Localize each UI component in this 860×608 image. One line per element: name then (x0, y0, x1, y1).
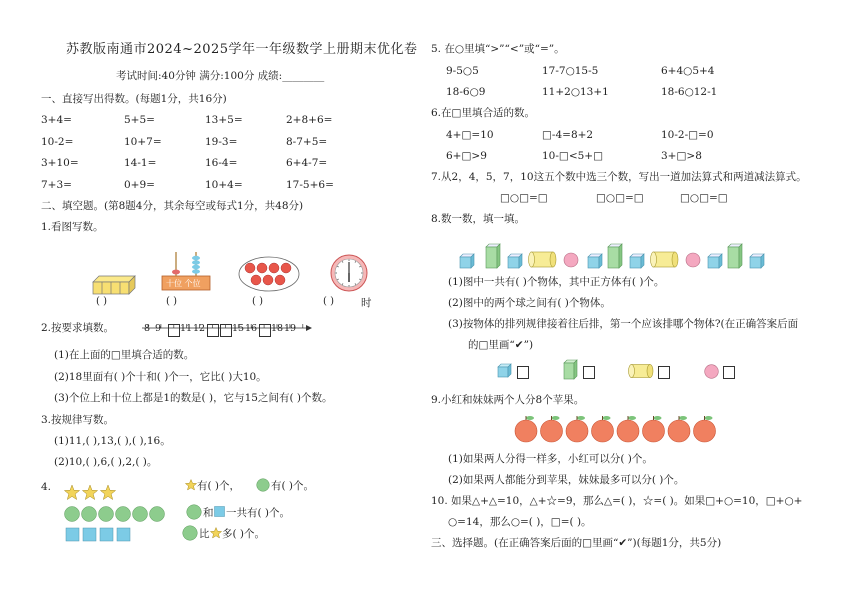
number-label: 9 (155, 323, 162, 334)
compare-item: 18-6○9 (446, 86, 486, 98)
star-icon (210, 527, 222, 539)
q1-blank-1[interactable]: ( ) (96, 296, 107, 307)
calc-item: 10+4= (205, 179, 243, 191)
q2-1: (1)在上面的□里填合适的数。 (54, 349, 195, 361)
cube-icon (630, 254, 644, 268)
cube-option-icon (498, 364, 512, 378)
fill-item: 6+□>9 (446, 150, 487, 162)
object-row-figure (460, 238, 772, 270)
number-label: 15 (232, 323, 245, 334)
green-circle-row (64, 505, 168, 523)
number-blank-box[interactable] (259, 324, 271, 337)
apple-plate-figure (238, 256, 300, 292)
answer-checkbox[interactable] (658, 366, 670, 379)
star-icon (64, 485, 79, 500)
q4-c-than: 比 (199, 528, 210, 540)
green-circle-icon (99, 507, 114, 522)
calc-item: 3+10= (41, 157, 79, 169)
q8-2: (2)图中的两个球之间有( )个物体。 (448, 297, 611, 309)
compare-item: 6+4○5+4 (661, 65, 715, 77)
q1-blank-2[interactable]: ( ) (166, 296, 177, 307)
q2-2: (2)18里面有( )个十和( )个一，它比( )大10。 (54, 371, 267, 383)
green-circle-icon (116, 507, 131, 522)
apple-icon (269, 263, 279, 273)
q9-1: (1)如果两人分得一样多，小红可以分( )个。 (448, 453, 653, 465)
number-blank-box[interactable] (220, 324, 232, 337)
blue-square-icon (117, 528, 130, 541)
q9-label: 9.小红和妹妹两个人分8个苹果。 (431, 394, 585, 406)
fill-item: □-4=8+2 (542, 129, 594, 141)
apple-icon (668, 416, 690, 442)
q8-1: (1)图中一共有( )个物体，其中正方体有( )个。 (448, 276, 665, 288)
answer-checkbox[interactable] (723, 366, 735, 379)
q7-label: 7.从2，4，5，7，10这五个数中选三个数，写出一道加法算式和两道减法算式。 (431, 171, 807, 183)
number-label: 18 (271, 323, 284, 334)
blue-square-row (64, 527, 134, 543)
section-2-heading: 二、填空题。(第8题4分，其余每空或每式1分，共48分) (41, 200, 304, 212)
green-circle-icon (182, 525, 198, 541)
calc-item: 2+8+6= (286, 114, 333, 126)
star-row (64, 484, 120, 502)
apple-icon (566, 416, 588, 442)
number-label: 8 (144, 323, 151, 334)
q10-line-2: ○=14，那么○=( )，□=( )。 (448, 516, 592, 528)
cube-stack-figure (93, 276, 139, 296)
cylinder-option-icon (628, 364, 654, 378)
fill-item: 3+□>8 (661, 150, 702, 162)
calc-item: 14-1= (124, 157, 157, 169)
green-circle-icon (65, 507, 80, 522)
exam-info: 考试时间:40分钟 满分:100分 成绩:________ (116, 70, 325, 82)
green-circle-icon (150, 507, 165, 522)
q8-3: (3)按物体的排列规律接着往后排，第一个应该排哪个物体?(在正确答案后面 (448, 318, 799, 330)
cylinder-icon (529, 252, 557, 267)
apple-icon (275, 275, 285, 285)
answer-checkbox[interactable] (517, 366, 529, 379)
apple-icon (515, 416, 537, 442)
green-circle-icon (256, 478, 270, 492)
green-circle-icon (82, 507, 97, 522)
calc-item: 5+5= (124, 114, 155, 126)
cuboid-icon (728, 244, 742, 268)
cube-icon (750, 254, 764, 268)
equation-form[interactable]: □○□=□ (596, 192, 644, 204)
cylinder-icon (651, 252, 679, 267)
equation-form[interactable]: □○□=□ (680, 192, 728, 204)
apple-icon (643, 416, 665, 442)
calc-item: 10+7= (124, 136, 162, 148)
page-title: 苏教版南通市2024~2025学年一年级数学上册期末优化卷 (66, 42, 418, 57)
q4-b-and: 和 (203, 507, 214, 519)
calc-item: 17-5+6= (286, 179, 334, 191)
apple-icon (251, 275, 261, 285)
fill-item: 10-2-□=0 (661, 129, 714, 141)
star-icon (185, 479, 197, 491)
fill-item: 10-□<5+□ (542, 150, 604, 162)
apple-icon (617, 416, 639, 442)
green-circle-icon (186, 504, 202, 520)
section-3-heading: 三、选择题。(在正确答案后面的□里画“✔”)(每题1分，共5分) (431, 537, 722, 549)
cube-icon (508, 254, 522, 268)
apple-icon (281, 263, 291, 273)
star-icon (82, 485, 97, 500)
number-label: 19 (284, 323, 297, 334)
q1-blank-4[interactable]: ( ) (323, 296, 334, 307)
q4-a-text: 有( )个， (197, 480, 241, 492)
cuboid-icon (486, 244, 500, 268)
q4-a2-text: 有( )个。 (271, 480, 315, 492)
q1-blank-3[interactable]: ( ) (252, 296, 263, 307)
blue-square-icon (83, 528, 96, 541)
number-label: 11 (180, 323, 193, 334)
apple-row-figure (514, 414, 724, 444)
q4-c-text: 多( )个。 (222, 528, 266, 540)
calc-item: 16-4= (205, 157, 238, 169)
fill-item: 4+□=10 (446, 129, 494, 141)
abacus-label: 十位 个位 (166, 279, 201, 288)
ball-icon (564, 253, 578, 267)
equation-form[interactable]: □○□=□ (500, 192, 548, 204)
q3-1: (1)11,( ),13,( ),( ),16。 (54, 435, 171, 447)
green-circle-icon (133, 507, 148, 522)
q2-label: 2.按要求填数。 (41, 322, 115, 334)
clock-suffix: 时 (361, 297, 372, 309)
calc-item: 13+5= (205, 114, 243, 126)
q5-label: 5. 在○里填“>”“<”或“=”。 (431, 43, 565, 55)
number-blank-box[interactable] (207, 324, 219, 337)
ball-icon (686, 253, 700, 267)
abacus-figure (160, 250, 212, 296)
calc-item: 3+4= (41, 114, 72, 126)
calc-item: 10-2= (41, 136, 74, 148)
compare-item: 9-5○5 (446, 65, 479, 77)
compare-item: 18-6○12-1 (661, 86, 718, 98)
q3-2: (2)10,( ),6,( ),2,( )。 (54, 456, 158, 468)
blue-square-icon (100, 528, 113, 541)
q3-label: 3.按规律写数。 (41, 414, 115, 426)
calc-item: 7+3= (41, 179, 72, 191)
calc-item: 8-7+5= (286, 136, 328, 148)
section-1-heading: 一、直接写出得数。(每题1分，共16分) (41, 93, 227, 105)
cube-icon (460, 254, 474, 268)
apple-icon (592, 416, 614, 442)
number-label: 16 (245, 323, 258, 334)
q8-label: 8.数一数，填一填。 (431, 213, 526, 225)
cuboid-option-icon (564, 360, 578, 380)
q8-3b: 的□里画“✔”) (468, 339, 534, 351)
star-icon (100, 485, 115, 500)
q2-3: (3)个位上和十位上都是1的数是( )，它与15之间有( )个数。 (54, 392, 333, 404)
compare-item: 17-7○15-5 (542, 65, 599, 77)
apple-icon (541, 416, 563, 442)
q6-label: 6.在□里填合适的数。 (431, 107, 535, 119)
calc-item: 0+9= (124, 179, 155, 191)
q1-label: 1.看图写数。 (41, 221, 104, 233)
calc-item: 6+4-7= (286, 157, 328, 169)
clock-icon (330, 254, 368, 292)
ball-option-icon (704, 364, 719, 379)
cuboid-icon (608, 244, 622, 268)
apple-icon (257, 263, 267, 273)
calc-item: 19-3= (205, 136, 238, 148)
q4-label: 4. (41, 481, 52, 493)
apple-icon (245, 263, 255, 273)
q10-line-1: 10. 如果△+△=10，△+☆=9，那么△=( )，☆=( )。如果□+○=10，□+○+ (431, 495, 803, 507)
apple-icon (263, 275, 273, 285)
cube-icon (708, 254, 722, 268)
q9-2: (2)如果两人都能分到苹果，妹妹最多可以分( )个。 (448, 474, 685, 486)
q4-b-text: 一共有( )个。 (226, 507, 291, 519)
apple-icon (694, 416, 716, 442)
blue-square-icon (214, 506, 225, 517)
compare-item: 11+2○13+1 (542, 86, 609, 98)
answer-checkbox[interactable] (583, 366, 595, 379)
cube-icon (588, 254, 602, 268)
number-blank-box[interactable] (168, 324, 180, 337)
number-label: 12 (193, 323, 206, 334)
blue-square-icon (66, 528, 79, 541)
